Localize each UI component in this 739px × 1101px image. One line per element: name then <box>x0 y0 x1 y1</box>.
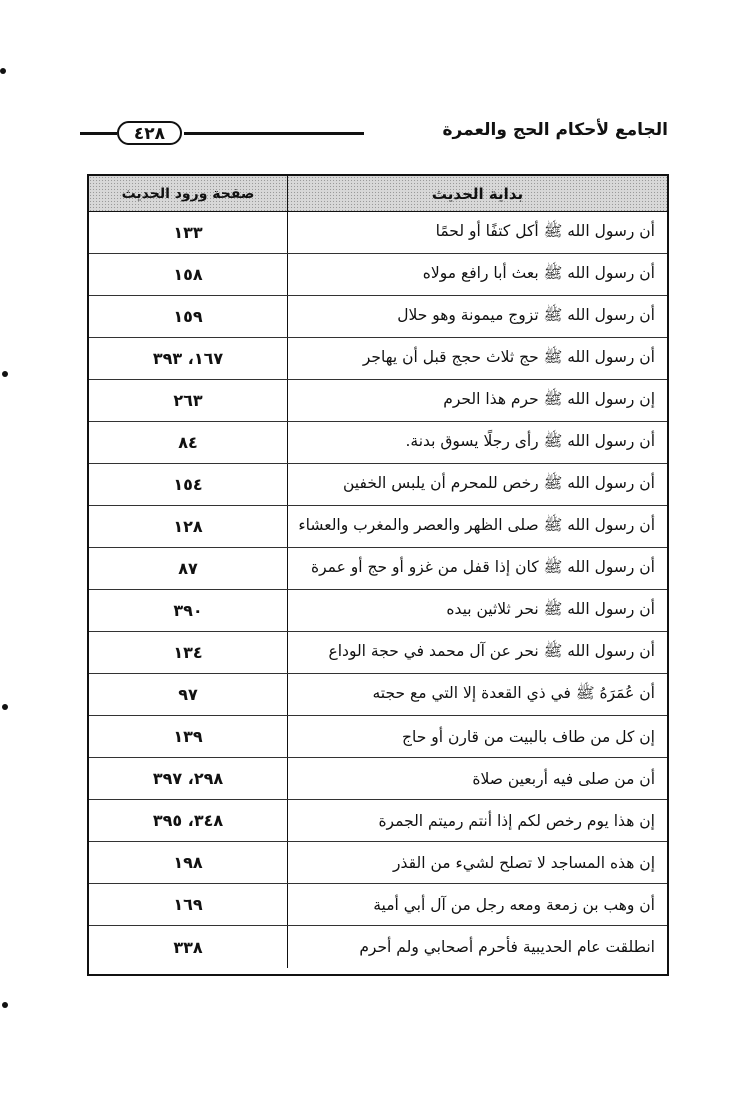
table-row <box>89 926 667 968</box>
page-cell: ١٥٨ <box>173 265 203 284</box>
page-cell: ٢٦٣ <box>173 391 203 410</box>
hadith-start-cell: أن من صلى فيه أربعين صلاة <box>287 758 667 799</box>
page-cell: ١٢٨ <box>173 517 203 536</box>
page-cell: ٣٣٨ <box>173 937 203 957</box>
table-row <box>89 380 667 422</box>
margin-mark-middle-2 <box>2 704 8 710</box>
header-rule-left <box>80 132 117 135</box>
hadith-start-cell: أن رسول الله ﷺ كان إذا قفل من غزو أو حج أو عمرة <box>287 548 667 589</box>
page-cell: ١٩٨ <box>173 853 203 872</box>
table-row <box>89 758 667 800</box>
table-row <box>89 296 667 338</box>
page-cell: ٨٧ <box>178 559 198 578</box>
hadith-start-cell: أن رسول الله ﷺ نحر ثلاثين بيده <box>287 590 667 631</box>
page-cell: ١٥٩ <box>173 307 203 326</box>
table-row <box>89 842 667 884</box>
table-row <box>89 506 667 548</box>
column-header-hadith-start: بداية الحديث <box>287 176 667 211</box>
margin-mark-middle-1 <box>2 371 8 377</box>
hadith-start-cell: أن رسول الله ﷺ نحر عن آل محمد في حجة الوداع <box>287 632 667 673</box>
hadith-start-cell: أن رسول الله ﷺ صلى الظهر والعصر والمغرب والعشاء <box>287 506 667 547</box>
hadith-start-cell: أن رسول الله ﷺ رخص للمحرم أن يلبس الخفين <box>287 464 667 505</box>
page-cell: ٨٤ <box>178 433 198 452</box>
hadith-start-cell: أن رسول الله ﷺ رأى رجلًا يسوق بدنة. <box>287 422 667 463</box>
table-row <box>89 800 667 842</box>
hadith-start-cell: إن هذا يوم رخص لكم إذا أنتم رميتم الجمرة <box>287 800 667 841</box>
hadith-start-cell: أن رسول الله ﷺ حج ثلاث حجج قبل أن يهاجر <box>287 338 667 379</box>
book-title: الجامع لأحكام الحج والعمرة <box>442 120 668 140</box>
page-cell: ١٣٩ <box>173 727 203 746</box>
page-cell: ٣٤٨، ٣٩٥ <box>152 811 224 830</box>
hadith-start-cell: أن وهب بن زمعة ومعه رجل من آل أبي أمية <box>287 884 667 925</box>
page-cell: ١٥٤ <box>173 475 203 494</box>
table-row <box>89 632 667 674</box>
table-row <box>89 254 667 296</box>
table-row <box>89 716 667 758</box>
table-row <box>89 422 667 464</box>
hadith-start-cell: إن هذه المساجد لا تصلح لشيء من القذر <box>287 842 667 883</box>
table-row <box>89 464 667 506</box>
column-header-page: صفحة ورود الحديث <box>121 185 255 202</box>
page-cell: ٩٧ <box>178 685 198 704</box>
page-cell: ١٣٣ <box>173 223 203 242</box>
hadith-start-cell: أن عُمَرَهُ ﷺ في ذي القعدة إلا التي مع حجته <box>287 674 667 715</box>
table-row <box>89 674 667 716</box>
page-cell: ١٣٤ <box>173 643 203 662</box>
table-row <box>89 338 667 380</box>
table-row <box>89 590 667 632</box>
table-row <box>89 548 667 590</box>
table-header-row <box>89 176 667 212</box>
margin-mark-top <box>0 68 6 74</box>
hadith-index-table <box>87 174 669 976</box>
margin-mark-bottom <box>2 1002 8 1008</box>
hadith-start-cell: إن كل من طاف بالبيت من قارن أو حاج <box>287 716 667 757</box>
page-cell: ٢٩٨، ٣٩٧ <box>152 769 224 788</box>
hadith-start-cell: أن رسول الله ﷺ تزوج ميمونة وهو حلال <box>287 296 667 337</box>
page-cell: ١٦٧، ٣٩٣ <box>152 349 224 368</box>
hadith-start-cell: إن رسول الله ﷺ حرم هذا الحرم <box>287 380 667 421</box>
table-row <box>89 884 667 926</box>
page-cell: ١٦٩ <box>173 895 203 914</box>
table-row <box>89 212 667 254</box>
hadith-start-cell: أن رسول الله ﷺ بعث أبا رافع مولاه <box>287 254 667 295</box>
page-header <box>80 118 668 148</box>
page-cell: ٣٩٠ <box>173 601 203 620</box>
hadith-start-cell: أن رسول الله ﷺ أكل كتفًا أو لحمًا <box>287 212 667 253</box>
header-rule-right <box>184 132 364 135</box>
hadith-start-cell: انطلقت عام الحديبية فأحرم أصحابي ولم أحرم <box>287 926 667 968</box>
page-number: ٤٢٨ <box>117 121 182 145</box>
